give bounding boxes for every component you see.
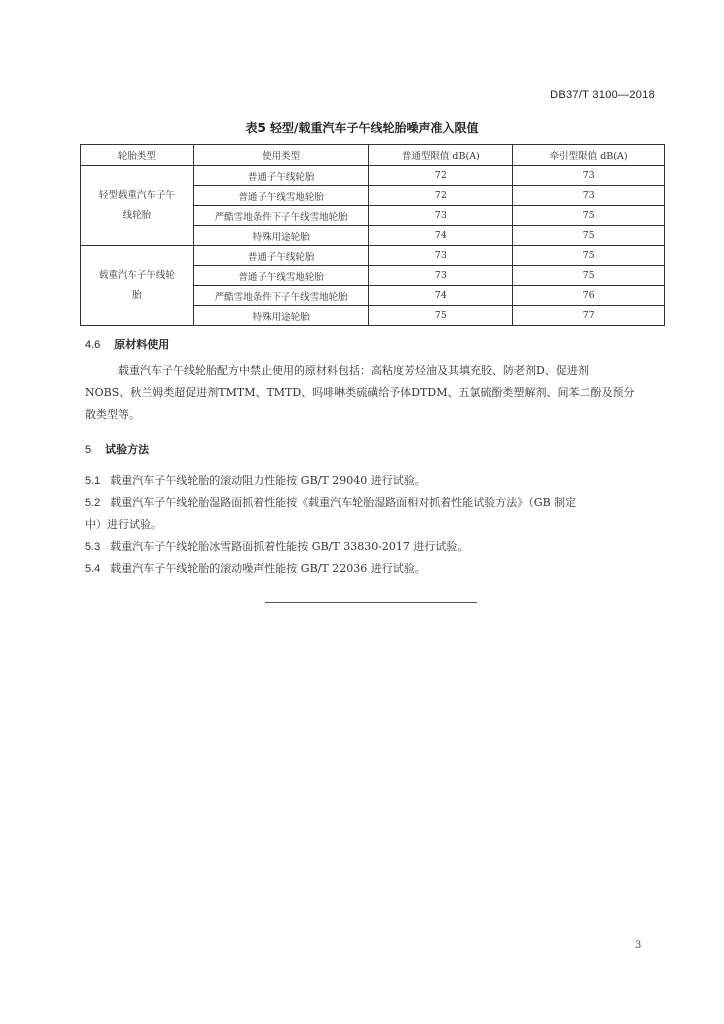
- end-rule: [265, 602, 477, 603]
- col-header-normal-limit: 普通型限值 dB(A): [369, 145, 513, 166]
- item-number: 5.1: [85, 475, 101, 487]
- test-method-list: [85, 470, 657, 580]
- use-type-cell: 特殊用途轮胎: [193, 306, 369, 326]
- use-type-cell: 严酷雪地条件下子午线雪地轮胎: [193, 206, 369, 226]
- item-number: 5.2: [85, 497, 101, 509]
- use-type-cell: 普通子午线雪地轮胎: [193, 266, 369, 286]
- col-header-use-type: 使用类型: [193, 145, 369, 166]
- tire-type-cell: [81, 246, 194, 326]
- traction-limit-cell: 75: [513, 206, 665, 226]
- normal-limit-cell: 74: [369, 226, 513, 246]
- table-title: 表5 轻型/载重汽车子午线轮胎噪声准入限值: [245, 121, 479, 135]
- tire-type-line: 载重汽车子午线轮: [98, 269, 175, 281]
- use-type-cell: 特殊用途轮胎: [193, 226, 369, 246]
- use-type-cell: 普通子午线轮胎: [193, 246, 369, 266]
- use-type-cell: 普通子午线雪地轮胎: [193, 186, 369, 206]
- list-item: [85, 536, 657, 558]
- normal-limit-cell: 73: [369, 206, 513, 226]
- paragraph-line: 载重汽车子午线轮胎配方中禁止使用的原材料包括：高粘度芳烃油及其填充胶、防老剂D、促进剂: [118, 364, 589, 377]
- paragraph-line: 散类型等。: [85, 408, 140, 421]
- doc-code: DB37/T 3100—2018: [550, 89, 655, 101]
- use-type-cell: 严酷雪地条件下子午线雪地轮胎: [193, 286, 369, 306]
- item-text: 载重汽车子午线轮胎的滚动噪声性能按 GB/T 22036 进行试验。: [110, 562, 426, 575]
- section-number: 4.6: [85, 339, 101, 351]
- tire-type-cell: [81, 166, 194, 246]
- page-number: 3: [635, 940, 642, 951]
- normal-limit-cell: 73: [369, 266, 513, 286]
- table-row: [81, 166, 665, 186]
- tire-type-line: 线轮胎: [122, 209, 152, 221]
- noise-limit-table: [80, 144, 665, 326]
- list-item: [85, 492, 657, 536]
- col-header-traction-limit: 牵引型限值 dB(A): [513, 145, 665, 166]
- table-row: [81, 246, 665, 266]
- use-type-cell: 普通子午线轮胎: [193, 166, 369, 186]
- normal-limit-cell: 72: [369, 186, 513, 206]
- section-title: 试验方法: [105, 444, 150, 456]
- item-text: 载重汽车子午线轮胎湿路面抓着性能按《载重汽车轮胎湿路面相对抓着性能试验方法》（GB 制定: [110, 496, 577, 509]
- normal-limit-cell: 75: [369, 306, 513, 326]
- section-number: 5: [85, 444, 92, 456]
- tire-type-line: 胎: [132, 289, 142, 301]
- traction-limit-cell: 75: [513, 246, 665, 266]
- item-text-cont: 中）进行试验。: [85, 518, 162, 531]
- normal-limit-cell: 72: [369, 166, 513, 186]
- item-text: 载重汽车子午线轮胎的滚动阻力性能按 GB/T 29040 进行试验。: [110, 474, 426, 487]
- traction-limit-cell: 75: [513, 226, 665, 246]
- raw-material-paragraph: [85, 360, 657, 426]
- list-item: [85, 558, 657, 580]
- section-heading-4-6: [85, 336, 169, 352]
- item-text: 载重汽车子午线轮胎冰雪路面抓着性能按 GB/T 33830-2017 进行试验。: [110, 540, 469, 553]
- list-item: [85, 470, 657, 492]
- item-number: 5.3: [85, 541, 101, 553]
- paragraph-line: NOBS、秋兰姆类超促进剂TMTM、TMTD、吗啡啉类硫磺给予体DTDM、五氯硫酚类塑解剂、间苯二酚及预分: [85, 386, 635, 399]
- normal-limit-cell: 73: [369, 246, 513, 266]
- traction-limit-cell: 77: [513, 306, 665, 326]
- traction-limit-cell: 76: [513, 286, 665, 306]
- col-header-tire-type: 轮胎类型: [81, 145, 194, 166]
- traction-limit-cell: 73: [513, 186, 665, 206]
- section-heading-5: [85, 441, 149, 457]
- normal-limit-cell: 74: [369, 286, 513, 306]
- traction-limit-cell: 75: [513, 266, 665, 286]
- traction-limit-cell: 73: [513, 166, 665, 186]
- section-title: 原材料使用: [114, 339, 170, 351]
- table-header-row: [81, 145, 665, 166]
- item-number: 5.4: [85, 563, 101, 575]
- tire-type-line: 轻型载重汽车子午: [98, 189, 175, 201]
